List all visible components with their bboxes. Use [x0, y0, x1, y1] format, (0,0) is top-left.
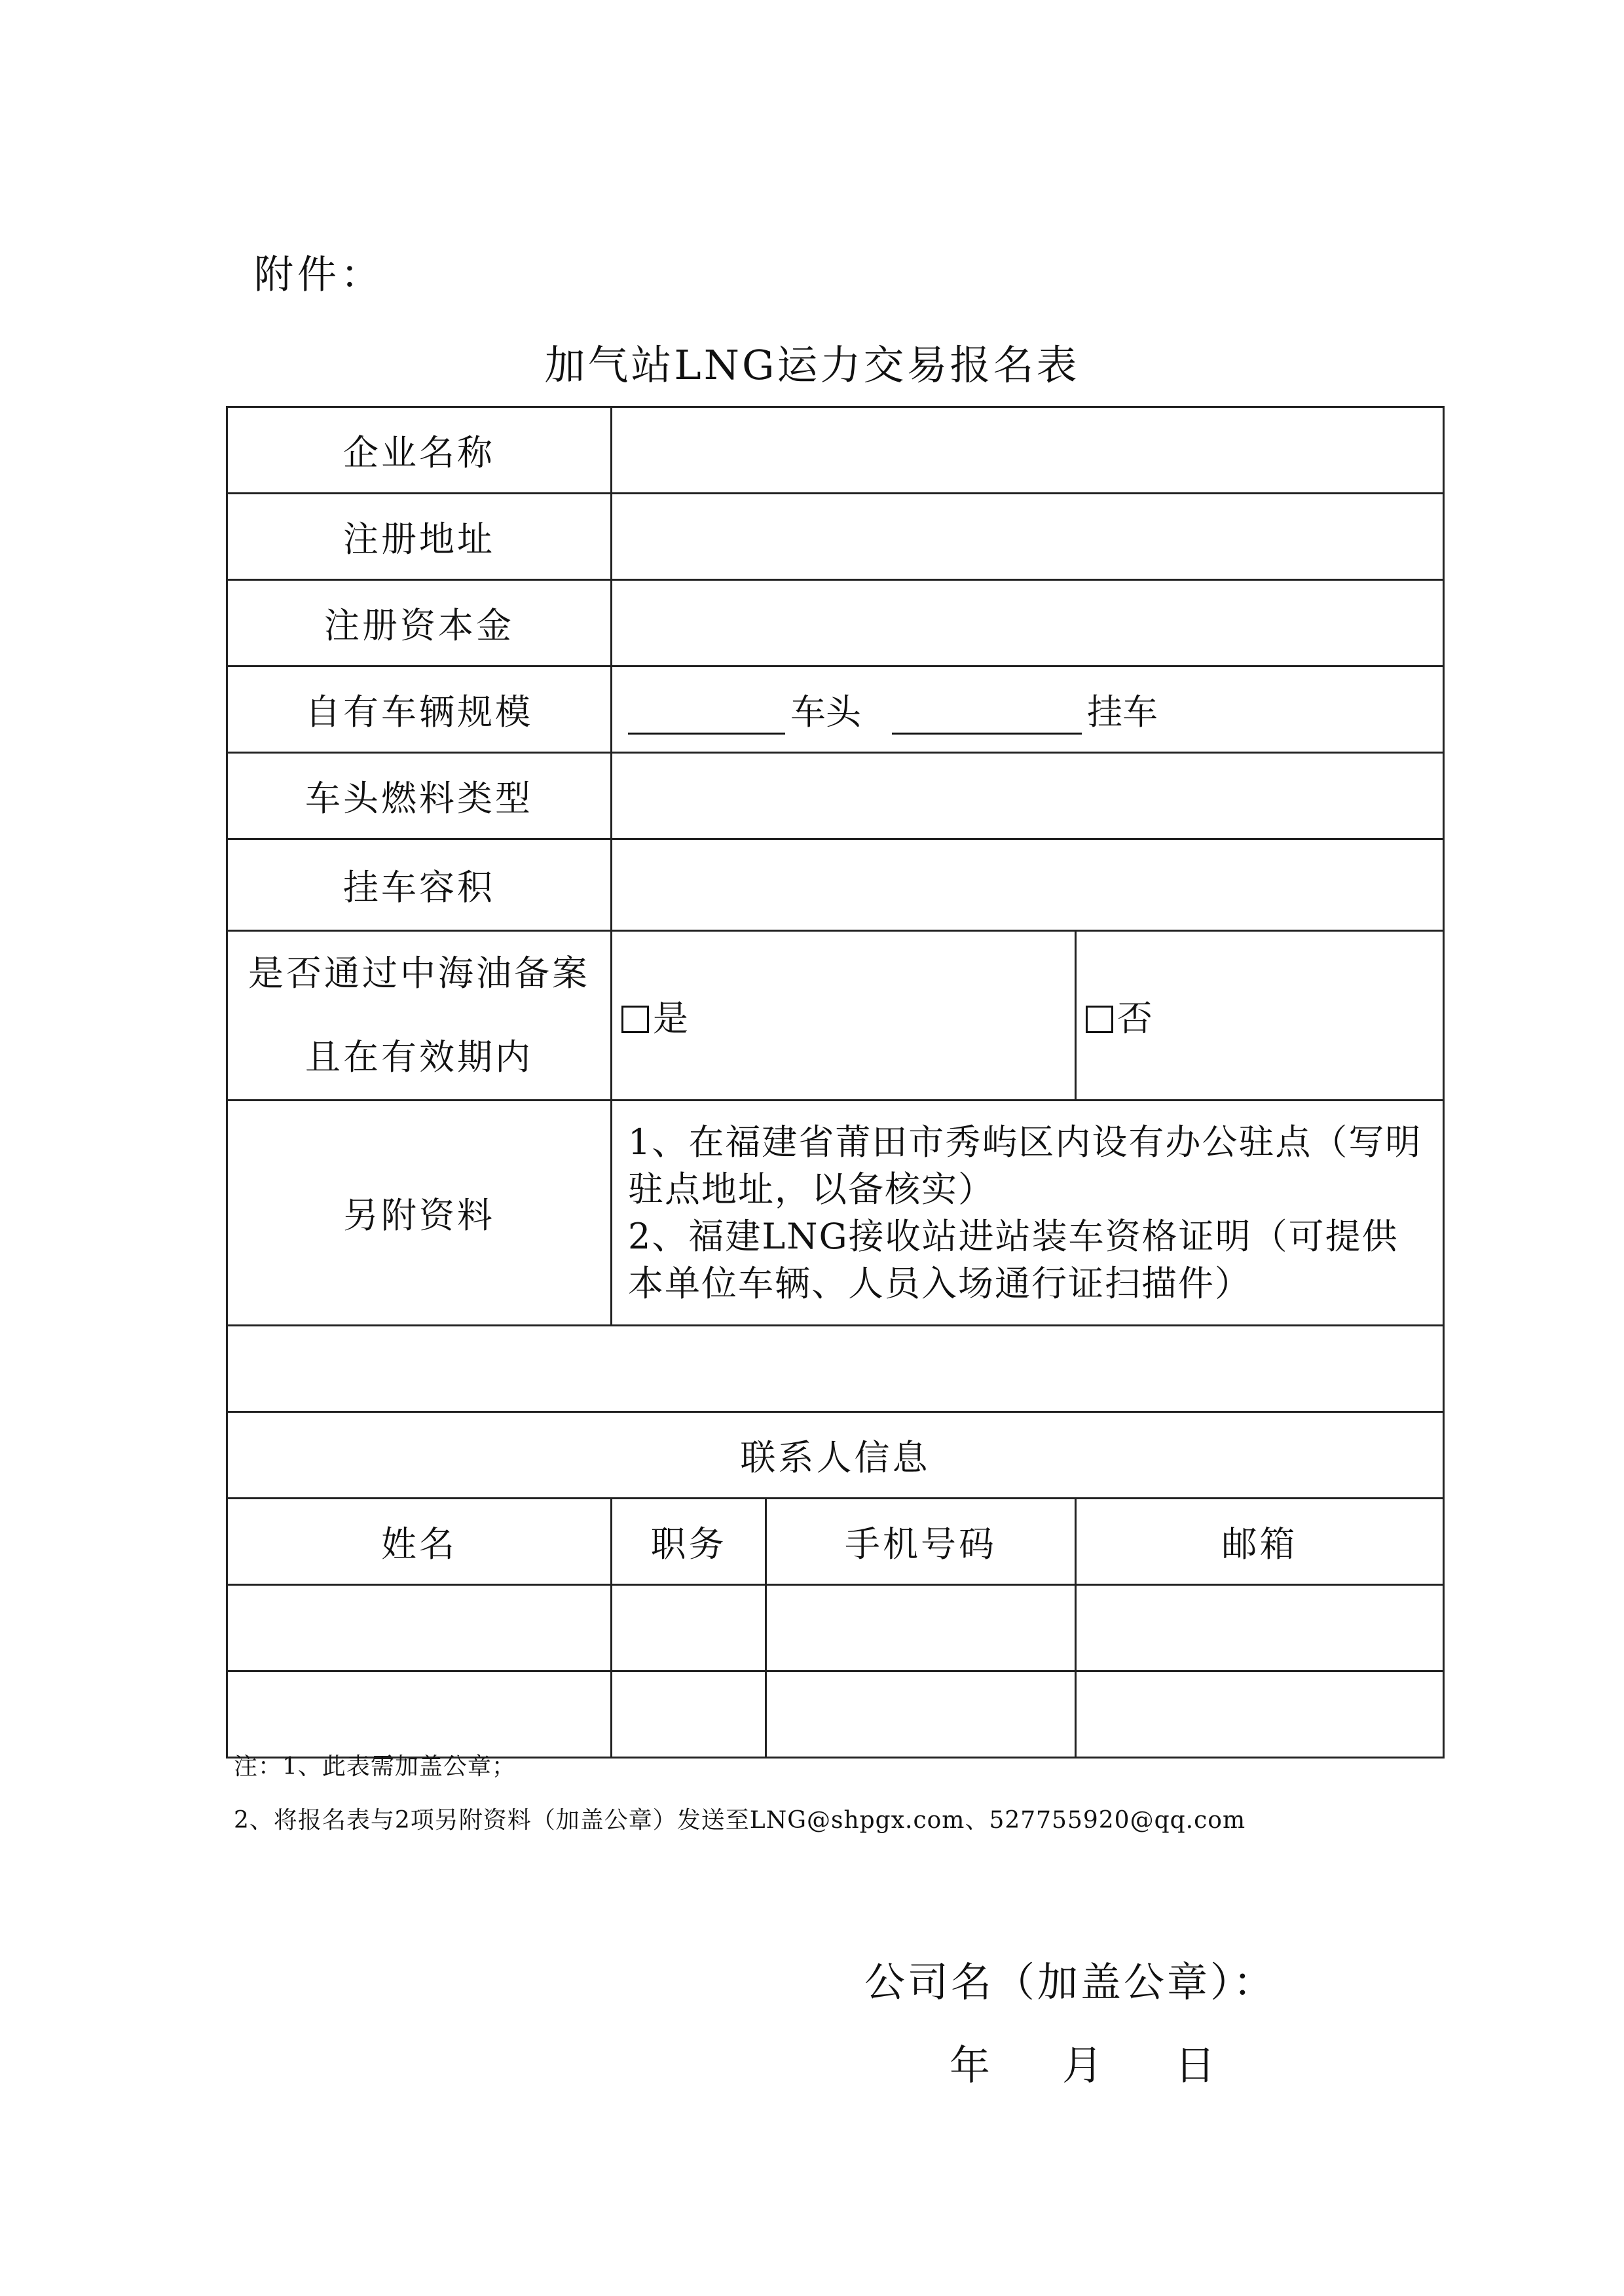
- contact-info-header: 联系人信息: [227, 1412, 1444, 1499]
- form-title: 加气站LNG运力交易报名表: [544, 341, 1080, 389]
- trailer-count-blank[interactable]: [892, 700, 1082, 735]
- fuel-type-field[interactable]: [612, 753, 1444, 839]
- company-name-field[interactable]: [612, 407, 1444, 494]
- no-option-label: 否: [1117, 997, 1153, 1039]
- trailer-volume-label: 挂车容积: [227, 839, 612, 931]
- contact-row2-position[interactable]: [612, 1671, 766, 1758]
- reg-capital-field[interactable]: [612, 580, 1444, 666]
- contact-row2-name[interactable]: [227, 1671, 612, 1758]
- fleet-size-label: 自有车辆规模: [227, 666, 612, 753]
- cnooc-question-line2: 且在有效期内: [305, 1036, 533, 1078]
- no-checkbox[interactable]: [1086, 1006, 1113, 1033]
- contact-row1-name[interactable]: [227, 1585, 612, 1671]
- tractor-count-blank[interactable]: [628, 700, 785, 735]
- cnooc-question-line1: 是否通过中海油备案: [248, 953, 590, 994]
- extra-docs-item-2: 2、福建LNG接收站进站装车资格证明（可提供本单位车辆、人员入场通行证扫描件）: [628, 1215, 1399, 1304]
- note-2: 2、将报名表与2项另附资料（加盖公章）发送至LNG@shpgx.com、527755920@qq.com: [234, 1807, 1246, 1834]
- month-label: 月: [1062, 2041, 1103, 2089]
- contact-col-mobile: 手机号码: [766, 1499, 1076, 1585]
- fleet-size-field[interactable]: [612, 666, 1444, 753]
- cnooc-yes-cell[interactable]: [612, 931, 1076, 1101]
- extra-docs-label: 另附资料: [227, 1101, 612, 1326]
- contact-col-email: 邮箱: [1076, 1499, 1444, 1585]
- registration-form-table: [226, 406, 1445, 1758]
- contact-row2-email[interactable]: [1076, 1671, 1444, 1758]
- yes-checkbox[interactable]: [621, 1006, 649, 1033]
- fuel-type-label: 车头燃料类型: [227, 753, 612, 839]
- contact-row2-mobile[interactable]: [766, 1671, 1076, 1758]
- note-1: 注：1、此表需加盖公章；: [234, 1753, 516, 1780]
- trailer-unit: 挂车: [1087, 691, 1158, 733]
- blank-row[interactable]: [227, 1326, 1444, 1412]
- reg-address-label: 注册地址: [227, 494, 612, 580]
- cnooc-no-cell[interactable]: [1076, 931, 1444, 1101]
- reg-address-field[interactable]: [612, 494, 1444, 580]
- extra-docs-content: [612, 1101, 1444, 1326]
- reg-capital-label: 注册资本金: [227, 580, 612, 666]
- trailer-volume-field[interactable]: [612, 839, 1444, 931]
- tractor-unit: 车头: [790, 691, 861, 733]
- company-seal-label: 公司名（加盖公章）：: [864, 1958, 1277, 2006]
- date-line: [950, 2033, 1215, 2091]
- contact-col-name: 姓名: [227, 1499, 612, 1585]
- attachment-label: 附件：: [254, 252, 384, 298]
- contact-col-position: 职务: [612, 1499, 766, 1585]
- extra-docs-item-1: 1、在福建省莆田市秀屿区内设有办公驻点（写明驻点地址，以备核实）: [628, 1121, 1422, 1210]
- cnooc-record-label: [227, 931, 612, 1101]
- yes-option-label: 是: [653, 997, 688, 1039]
- contact-row1-position[interactable]: [612, 1585, 766, 1671]
- contact-row1-mobile[interactable]: [766, 1585, 1076, 1671]
- contact-row1-email[interactable]: [1076, 1585, 1444, 1671]
- day-label: 日: [1175, 2041, 1216, 2089]
- year-label: 年: [950, 2041, 991, 2089]
- company-name-label: 企业名称: [227, 407, 612, 494]
